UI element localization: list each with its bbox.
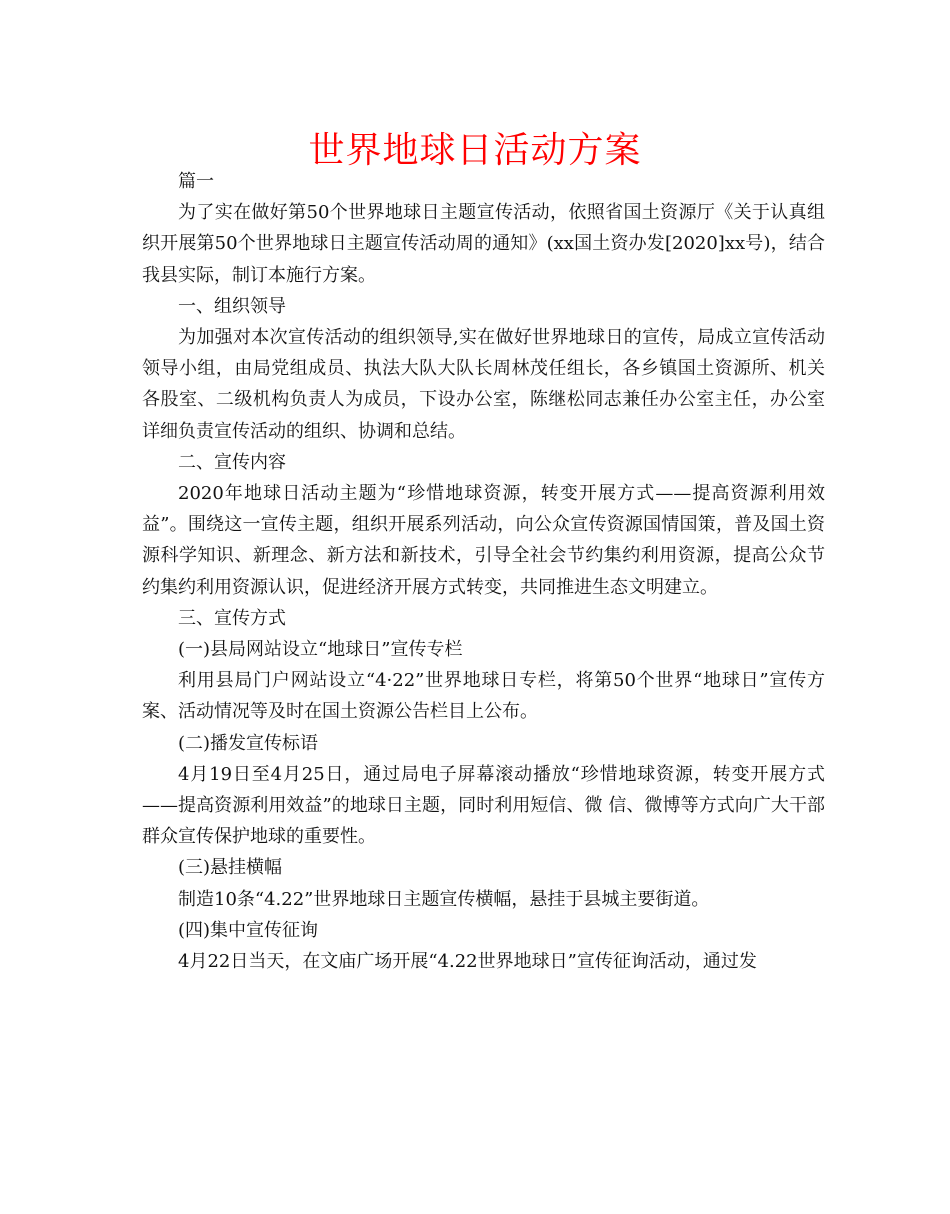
document-title: 世界地球日活动方案 [308, 130, 642, 171]
subheading-website: (一)县局网站设立“地球日”宣传专栏 [178, 639, 463, 661]
paragraph-content: 2020年地球日活动主题为“珍惜地球资源，转变开展方式——提高资源利用效益”。围绕这一宣传主题，组织开展系列活动，向公众宣传资源国情国策，普及国土资源科学知识、新理念、新方法和新技术，引导全社会节约集约利用资源，提高公众节约集约利用资源认识，促进经济开展方式转变，共同推进生态文明建立。 [142, 483, 825, 598]
paragraph-consultation: 4月22日当天，在文庙广场开展“4.22世界地球日”宣传征询活动，通过发 [178, 951, 757, 973]
paragraph-organization: 为加强对本次宣传活动的组织领导,实在做好世界地球日的宣传，局成立宣传活动领导小组，由局党组成员、执法大队大队长周林茂任组长，各乡镇国土资源所、机关各股室、二级机构负责人为成员，下设办公室，陈继松同志兼任办公室主任，办公室详细负责宣传活动的组织、协调和总结。 [142, 327, 825, 442]
paragraph-intro: 为了实在做好第50个世界地球日主题宣传活动，依照省国土资源厅《关于认真组织开展第50个世界地球日主题宣传活动周的通知》(xx国土资办发[2020]xx号)，结合我县实际，制订本施行方案。 [142, 202, 825, 286]
subheading-consultation: (四)集中宣传征询 [178, 919, 319, 941]
document-body [142, 166, 825, 977]
paragraph-section-label: 篇一 [178, 171, 214, 192]
heading-methods: 三、宣传方式 [178, 607, 286, 629]
paragraph-slogans: 4月19日至4月25日，通过局电子屏幕滚动播放“珍惜地球资源，转变开展方式——提高资源利用效益”的地球日主题，同时利用短信、微 信、微博等方式向广大干部群众宣传保护地球的重要性。 [142, 763, 825, 848]
heading-content: 二、宣传内容 [178, 451, 286, 473]
subheading-banners: (三)悬挂横幅 [178, 857, 283, 879]
paragraph-website: 利用县局门户网站设立“4·22”世界地球日专栏，将第50个世界“地球日”宣传方案、活动情况等及时在国土资源公告栏目上公布。 [142, 670, 825, 723]
subheading-slogans: (二)播发宣传标语 [178, 732, 319, 754]
paragraph-banners: 制造10条“4.22”世界地球日主题宣传横幅，悬挂于县城主要街道。 [178, 888, 710, 910]
heading-organization: 一、组织领导 [178, 295, 286, 317]
